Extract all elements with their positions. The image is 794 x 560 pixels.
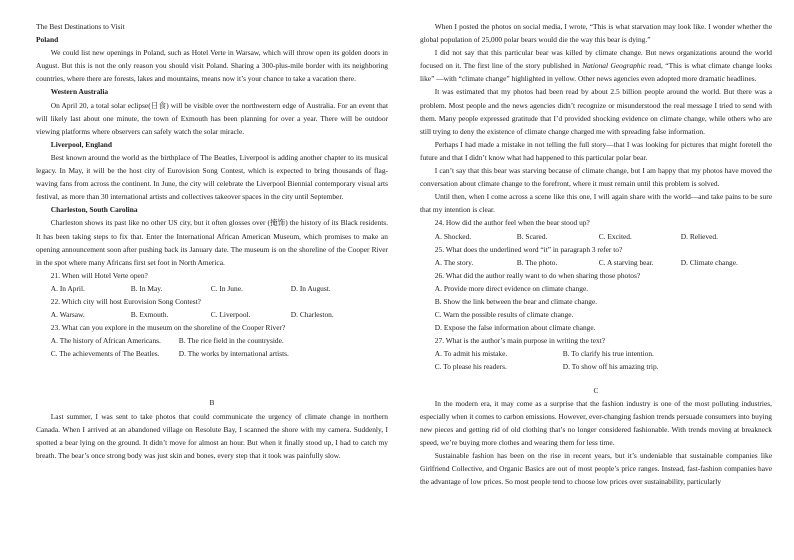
question-23-options-row1 [36, 334, 388, 347]
western-australia-title: Western Australia [50, 87, 109, 97]
q22-option-d[interactable]: D. Charleston. [290, 310, 334, 320]
passage-b-paragraph-2: When I posted the photos on social media, I wrote, “This is what starvation may look like. I wonder whether the global population of 25,000 polar bears would die the way this bear is dying.” [420, 22, 772, 45]
q26-option-c[interactable]: C. Warn the possible results of climate change. [434, 310, 574, 320]
western-australia-text: On April 20, a total solar eclipse(日食) will be visible over the northwestern edge of Australia. For an event that will likely last about one minute, the town of Exmouth has been planning for over a year. There will be outdoor viewing platforms where observers can safely watch the solar miracle. [36, 100, 388, 136]
passage-c-paragraph-1: In the modern era, it may come as a surprise that the fashion industry is one of the most polluting industries, especially when it comes to carbon emissions. However, ever-changing fashion trends persuade consumers into buying new pieces and getting rid of old clothing that’s no longer considered fashionable. With trends moving at breakneck speed, we’re buying more clothes and wearing them for less time. [420, 398, 772, 447]
q26-option-a[interactable]: A. Provide more direct evidence on climate change. [434, 283, 589, 293]
question-21-options [36, 282, 388, 295]
question-26: 26. What did the author really want to do when sharing those photos? [434, 270, 641, 280]
q21-option-c[interactable]: C. In June. [210, 283, 243, 293]
question-27: 27. What is the author’s main purpose in writing the text? [434, 336, 606, 346]
q23-option-c[interactable]: C. The achievements of The Beatles. [50, 349, 160, 359]
section-c-label: C [593, 385, 599, 395]
magazine-name: National Geographic [582, 61, 646, 71]
q22-option-c[interactable]: C. Liverpool. [210, 310, 251, 320]
right-column [420, 20, 772, 488]
q27-option-c[interactable]: C. To please his readers. [434, 362, 507, 372]
poland-title: Poland [36, 35, 59, 45]
left-column [36, 20, 388, 462]
poland-text: We could list new openings in Poland, such as Hotel Verte in Warsaw, which will throw open its golden doors in August. But this is not the only reason you should visit Poland. Sharing a 300-plus-mile border with its neighboring countries, where there are forests, lakes and mountains, means now it’s your chance to take a vacation there. [36, 48, 388, 84]
q22-option-b[interactable]: B. Exmouth. [130, 310, 169, 320]
q22-option-a[interactable]: A. Warsaw. [50, 310, 85, 320]
passage-b-paragraph-6: I can’t say that this bear was starving because of climate change, but I am happy that my photos have moved the conversation about climate change to the forefront, where it must remain until this problem is solved. [420, 166, 772, 189]
q25-option-c[interactable]: C. A starving bear. [598, 257, 654, 267]
q25-option-d[interactable]: D. Climate change. [680, 257, 738, 267]
section-gap [36, 360, 388, 396]
passage-b-paragraph-7: Until then, when I come across a scene like this one, I will again share with the world—and take pains to be sure that my intention is clear. [420, 192, 772, 215]
section-gap-right [420, 374, 772, 384]
q24-option-b[interactable]: B. Scared. [516, 231, 548, 241]
passage-b-paragraph-1: Last summer, I was sent to take photos that could communicate the urgency of climate change in northern Canada. When I arrived at an abandoned village on Resolute Bay, I scanned the shore with my camera. Suddenly, I spotted a bear lying on the ground. It didn’t move for almost an hour. But when it finally stood up, I had to catch my breath. The bear’s once strong body was just skin and bones, every step that it took was painfully slow. [36, 411, 388, 460]
question-24: 24. How did the author feel when the bear stood up? [434, 218, 590, 228]
question-25: 25. What does the underlined word “it” in paragraph 3 refer to? [434, 244, 623, 254]
passage-a-heading: The Best Destinations to Visit [36, 22, 125, 31]
q27-option-b[interactable]: B. To clarify his true intention. [562, 349, 654, 359]
question-22-options [36, 308, 388, 321]
q24-option-a[interactable]: A. Shocked. [434, 231, 472, 241]
p3-text-b: read, “This is what climate change looks like” —with “climate change” highlighted in yellow. Other news agencies even adopted more dramatic headlines. [420, 61, 773, 84]
question-21: 21. When will Hotel Verte open? [50, 270, 148, 280]
question-22: 22. Which city will host Eurovision Song Contest? [50, 296, 201, 306]
question-27-options-row2 [420, 360, 772, 373]
charleston-title: Charleston, South Carolina [50, 205, 138, 215]
q23-option-b[interactable]: B. The rice field in the countryside. [178, 336, 284, 346]
q27-option-a[interactable]: A. To admit his mistake. [434, 349, 508, 359]
q24-option-d[interactable]: D. Relieved. [680, 231, 718, 241]
passage-b-paragraph-5: Perhaps I had made a mistake in not telling the full story—that I was looking for pictures that might foretell the future and that I didn’t know what had happened to this particular polar bear. [420, 139, 772, 162]
liverpool-text: Best known around the world as the birthplace of The Beatles, Liverpool is adding another chapter to its musical legacy. In May, it will be the host city of Eurovision Song Contest, which is expected to bring thousands of flag-waving fans from across the continent. In June, the city will celebrate the Liverpool Biennial contemporary visual arts festival, as more than 30 international artists and collectives takeover spaces in the city until September. [36, 152, 388, 202]
charleston-text: Charleston shows its past like no other US city, but it often glosses over (掩饰) the history of its Black residents. It has been taking steps to fix that. Enter the International African American Museum, which promises to make an opening announcement soon after pushing back its January date. The museum is on the shoreline of the Cooper River in the spot where many Africans first set foot in North America. [36, 218, 388, 267]
passage-b-paragraph-3 [420, 46, 772, 85]
q26-option-d[interactable]: D. Expose the false information about climate change. [434, 323, 596, 333]
question-23: 23. What can you explore in the museum on the shoreline of the Cooper River? [50, 323, 286, 333]
q25-option-b[interactable]: B. The photo. [516, 257, 558, 267]
section-b-label: B [209, 398, 215, 408]
question-27-options-row1 [420, 347, 772, 360]
question-24-options [420, 230, 772, 243]
q24-option-c[interactable]: C. Excited. [598, 231, 632, 241]
q27-option-d[interactable]: D. To show off his amazing trip. [562, 362, 659, 372]
passage-b-paragraph-4: It was estimated that my photos had been read by about 2.5 billion people around the world. But there was a problem. Most people and the news agencies didn’t recognize or misunderstood the real message I tried to send with them. Many people expressed gratitude that I’d provided shocking evidence on climate change, while others who are still trying to deny the existence of climate change charged me with spreading false information. [420, 87, 772, 136]
q21-option-a[interactable]: A. In April. [50, 283, 85, 293]
q23-option-a[interactable]: A. The history of African Americans. [50, 336, 161, 346]
q21-option-b[interactable]: B. In May. [130, 283, 163, 293]
passage-c-paragraph-2: Sustainable fashion has been on the rise in recent years, but it’s undeniable that sustainable companies like Girlfriend Collective, and Organic Basics are out of most people’s price ranges. Instead, fast-fashion companies have the advantage of low prices. So most people tend to choose low prices over sustainability, particularly [420, 451, 772, 487]
question-23-options-row2 [36, 347, 388, 360]
question-25-options [420, 256, 772, 269]
liverpool-title: Liverpool, England [50, 139, 112, 149]
q23-option-d[interactable]: D. The works by international artists. [178, 349, 289, 359]
q21-option-d[interactable]: D. In August. [290, 283, 331, 293]
p3-text-a: I did not say that this particular bear was killed by climate change. But news organizations around the world focused on it. The first line of the story published in [420, 48, 772, 71]
q26-option-b[interactable]: B. Show the link between the bear and climate change. [434, 296, 598, 306]
q25-option-a[interactable]: A. The story. [434, 257, 474, 267]
